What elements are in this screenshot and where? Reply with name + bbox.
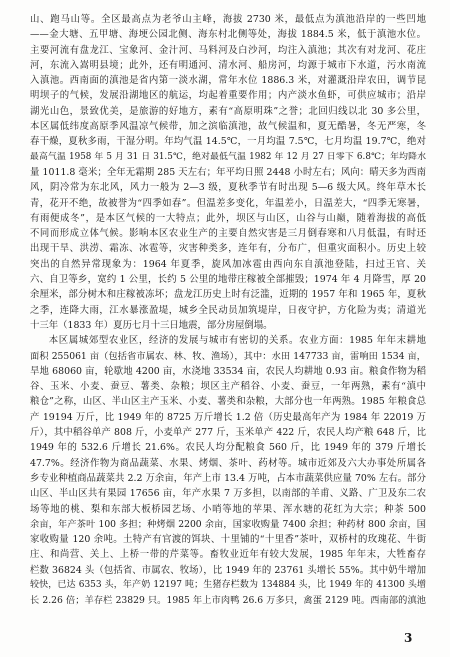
paragraph-first-line: 本区属城郊型农业区，经济的发展与城市有密切的关系。农业方面：1985 年年末耕地: [48, 335, 426, 347]
text-line: 旱地 68060 亩，轮歇地 4200 亩，水浇地 33534 亩，农民人均耕地 0.93 亩。粮食作物为稻: [30, 365, 426, 377]
page-number: 3: [404, 631, 413, 645]
text-line: 河，东流入嵩明县境；此外，还有明通河、清水河、船房河，均源于城市下水道，污水南流: [30, 59, 426, 71]
text-line: 乡专业种植商品蔬菜共 2.2 万余亩，年产上市 13.4 万吨，占本市蔬菜供应量 70% 左右。部分: [30, 472, 426, 484]
paragraph-end-line: 十三年（1833 年）夏历七月十三日地震，部分房屋倒塌。: [30, 319, 273, 331]
text-line: 主要河流有盘龙江、宝象河、金汁河、马料河及白沙河，均注入滇池；其次有对龙河、花庄: [30, 44, 426, 56]
text-line: 粮仓”之称，山区、半山区主产玉米、小麦、薯类和杂粮，大部分也一年两熟。1985 年粮食总: [30, 396, 426, 408]
text-line: 47.7%。经济作物为商品蔬菜、水果、烤烟、茶叶、药材等。城市近郊及六大办事处所属各: [30, 457, 426, 469]
text-line: 突出的自然异常现象为：1964 年夏季，旋风加冰雹由西向东自滇池登陆，扫过王官、关: [30, 258, 426, 270]
text-line: 之季，连降大雨，江水暴涨盈堤，城乡全民动员加筑堤岸，日夜守护，方化险为夷；清道光: [30, 304, 426, 316]
text-line: 产 19194 万斤，比 1949 年的 8725 万斤增长 1.2 倍（历史最高年产为 1984 年 22019 万: [30, 411, 426, 423]
text-line: 山区、半山区共有果园 17656 亩，年产水果 7 万多担，以南部的羊甫、义路、广卫及东二农: [30, 488, 426, 500]
text-line: 最高气温 1958 年 5 月 31 日 31.5℃，绝对最低气温 1982 年 12 月 27 日零下 6.8℃；年均降水: [30, 151, 426, 162]
text-line: 场等地的桃、梨和东部大板桥园艺场、小哨等地的苹果、浑水塘的花红为大宗；种茶 500: [30, 503, 426, 515]
text-line: 面积 255061 亩（包括省市属农、林、牧、渔场），其中：水田 147733 亩，雷响田 1534 亩，: [30, 350, 426, 362]
text-line: 六、自卫等乡，宽约 1 公里，长约 5 公里的地带庄稼被全部摧毁；1974 年 4 月降雪，厚 20: [30, 274, 426, 286]
text-line: 较快，已达 6353 头，年产奶 12197 吨；生猪存栏数为 134884 头，比 1949 年的 41300 头增: [30, 579, 426, 590]
text-line: 1949 年的 532.6 斤增长 21.6%。农民人均分配粮食 560 斤，比 1949 年的 379 斤增长: [30, 442, 426, 454]
text-line: 谷、玉米、小麦、蚕豆、薯类、杂粮；坝区主产稻谷、小麦、蚕豆，一年两熟，素有“滇中: [30, 381, 426, 393]
text-line: 余厘米，部分树木和庄稼被冻坏；盘龙江历史上时有泛滥，近期的 1957 年和 1965 年，夏秋: [30, 289, 426, 301]
text-line: 栏数 36824 头（包括省、市属农、牧场），比 1949 年的 23761 头增长 55%。其中奶牛增加: [30, 564, 426, 576]
text-line: 入滇池。西南面的滇池是省内第一淡水湖，常年水位 1886.3 米，对灌溉沿岸农田，调节昆: [30, 75, 426, 87]
text-line: 家收购量 120 余吨。土特产有官渡的饵块、十里铺的“十里香”茶叶，双桥村的玫瑰花、牛街: [30, 534, 426, 546]
text-line: 长 2.26 倍；羊存栏 23829 只。1985 年上市肉鸭 26.6 万多只，禽蛋 2129 吨。西南部的滇池: [30, 595, 426, 607]
body-text: [30, 12, 426, 609]
text-line: 山、跑马山等。全区最高点为老爷山主峰，海拔 2730 米，最低点为滇池沿岸的一些凹地: [30, 14, 426, 25]
text-line: 斤），其中稻谷单产 808 斤，小麦单产 277 斤，玉米单产 422 斤，农民人均产粮 648 斤，比: [30, 427, 426, 439]
text-line: 不同而形成立体气候。影响本区农业生产的主要自然灾害是三月倒春寒和八月低温，有时还: [30, 228, 426, 240]
text-line: 风，阴冷常为东北风，风力一般为 2—3 级，夏秋季节有时出现 5—6 级大风。终年草木长: [30, 182, 426, 194]
text-line: 庄、和尚营、关上、上桥一带的芹菜等。畜牧业近年有较大发展，1985 年年末，大牲畜存: [30, 549, 426, 561]
text-line: 春干燥，夏秋多雨，干湿分明。年均气温 14.5℃，一月均温 7.5℃，七月均温 19.7℃，绝对: [30, 136, 426, 148]
text-line: 余亩，年产茶叶 100 多担；种烤烟 2200 余亩，国家收购量 7400 余担；种药材 800 余亩，国: [30, 518, 426, 530]
text-line: ——金大塘、五甲塘、海埂公园北侧、海东村北侧等处，海拔 1884.5 米，低于滇池水位。: [30, 29, 426, 41]
text-line: 明坝子的气候，发展沿湖地区的航运，均起着重要作用；内产淡水鱼虾，可供应城市；沿岸: [30, 90, 426, 102]
text-line: 量 1011.8 毫米；全年无霜期 285 天左右；年平均日照 2448 小时左右；风向：晴天多为西南: [30, 166, 426, 178]
text-line: 本区属低纬度高原季风温凉气候带，加之滨临滇池，故气候温和，夏无酷暑，冬无严寒，冬: [30, 121, 426, 133]
text-line: 出现干旱、洪涝、霜冻、冰雹等，灾害种类多，连年有，分布广，但重灾面积小。历史上较: [30, 243, 426, 255]
text-line: 青，花开不绝，故被誉为“四季如春”。但温差多变化，年温差小，日温差大，“四季无寒暑，: [30, 197, 426, 209]
text-line: 湖光山色，景致优美，是旅游的好地方，素有“高原明珠”之誉；北回归线以北 30 多公里，: [30, 105, 426, 117]
text-line: 有雨便成冬”，是本区气候的一大特点；此外，坝区与山区，山谷与山巅，随着海拔的高低: [30, 212, 426, 224]
